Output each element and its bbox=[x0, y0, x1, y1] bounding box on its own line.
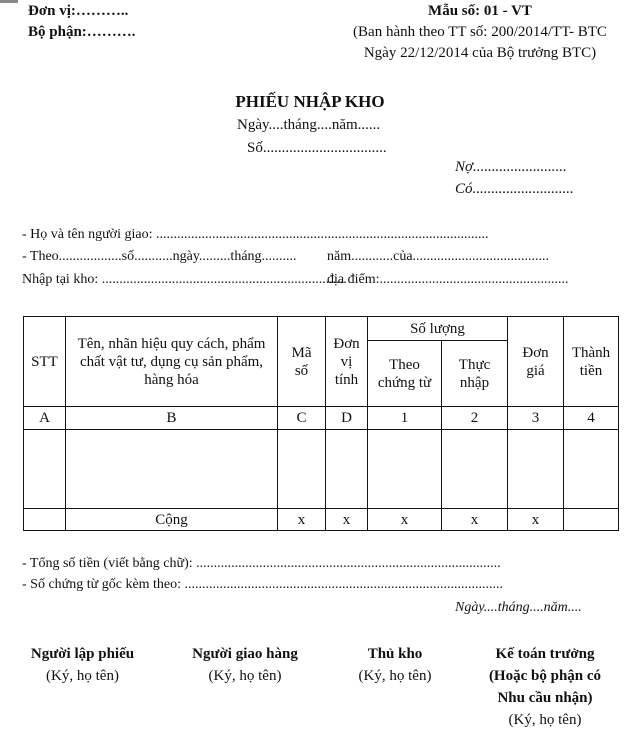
tong-so-tien-field: - Tổng số tiền (viết bằng chữ): ....................................................................................... bbox=[22, 556, 501, 571]
body-cell[interactable] bbox=[564, 430, 619, 509]
co-account: Có........................... bbox=[455, 181, 574, 197]
total-cell: x bbox=[442, 509, 508, 531]
signature-nguoi-giao-hang bbox=[180, 643, 310, 687]
total-cell bbox=[564, 509, 619, 531]
total-cell: x bbox=[326, 509, 368, 531]
body-cell[interactable] bbox=[508, 430, 564, 509]
signature-title: Người lập phiếu bbox=[30, 646, 135, 662]
body-cell[interactable] bbox=[368, 430, 442, 509]
header-thanh-tien: Thành tiền bbox=[564, 317, 619, 407]
table-row bbox=[24, 430, 619, 509]
header-ma-so: Mã số bbox=[278, 317, 326, 407]
header-ten: Tên, nhãn hiệu quy cách, phẩm chất vật tư, dụng cụ sản phẩm, hàng hóa bbox=[66, 317, 278, 407]
theo-field-cont: năm............của....................................... bbox=[327, 249, 550, 264]
body-cell[interactable] bbox=[278, 430, 326, 509]
nguoi-giao-field: - Họ và tên người giao: ............................................................................................... bbox=[22, 227, 489, 242]
code-cell: 4 bbox=[564, 407, 619, 430]
body-cell[interactable] bbox=[326, 430, 368, 509]
code-cell: 2 bbox=[442, 407, 508, 430]
body-cell[interactable] bbox=[24, 430, 66, 509]
header-don-vi-tinh: Đơn vị tính bbox=[326, 317, 368, 407]
items-table bbox=[23, 316, 619, 531]
ban-hanh-text: (Ban hành theo TT số: 200/2014/TT- BTC bbox=[353, 24, 607, 40]
signature-title: Người giao hàng bbox=[192, 646, 298, 662]
signature-sub: (Ký, họ tên) bbox=[46, 668, 119, 684]
bo-phan-label: Bộ phận:………. bbox=[28, 24, 136, 40]
signature-title-line3: Nhu cầu nhận) bbox=[497, 690, 593, 706]
date-line: Ngày....tháng....năm...... bbox=[237, 117, 381, 133]
code-cell: 3 bbox=[508, 407, 564, 430]
total-row bbox=[24, 509, 619, 531]
total-label: Cộng bbox=[66, 509, 278, 531]
nhap-tai-kho-field: Nhập tại kho: ...................................................................... bbox=[22, 272, 347, 287]
don-vi-label: Đơn vị:……….. bbox=[28, 3, 129, 19]
code-cell: A bbox=[24, 407, 66, 430]
signature-ke-toan-truong bbox=[470, 643, 620, 731]
header-stt: STT bbox=[24, 317, 66, 407]
total-cell: x bbox=[368, 509, 442, 531]
body-cell[interactable] bbox=[66, 430, 278, 509]
mau-so-label: Mẫu số: 01 - VT bbox=[428, 3, 532, 19]
header-so-luong: Số lượng bbox=[368, 317, 508, 341]
total-cell: x bbox=[508, 509, 564, 531]
code-cell: C bbox=[278, 407, 326, 430]
no-account: Nợ......................... bbox=[455, 159, 567, 175]
signature-sub: (Ký, họ tên) bbox=[208, 668, 282, 684]
total-cell: x bbox=[278, 509, 326, 531]
signature-nguoi-lap-phieu bbox=[20, 643, 145, 687]
window-corner-marker bbox=[0, 0, 18, 3]
code-cell: B bbox=[66, 407, 278, 430]
code-cell: D bbox=[326, 407, 368, 430]
signature-title: Thủ kho bbox=[367, 646, 423, 662]
code-row bbox=[24, 407, 619, 430]
so-chung-tu-field: - Số chứng từ gốc kèm theo: ........................................................................................... bbox=[22, 577, 504, 592]
so-line: Số................................. bbox=[247, 140, 387, 156]
code-cell: 1 bbox=[368, 407, 442, 430]
footer-date: Ngày....tháng....năm.... bbox=[455, 600, 582, 615]
body-cell[interactable] bbox=[442, 430, 508, 509]
header-theo-chung-tu: Theo chứng từ bbox=[368, 341, 442, 407]
signature-thu-kho bbox=[345, 643, 445, 687]
signature-title-line2: (Hoặc bộ phận có bbox=[488, 668, 602, 684]
header-don-gia: Đơn giá bbox=[508, 317, 564, 407]
signature-sub: (Ký, họ tên) bbox=[358, 668, 432, 684]
signature-title: Kế toán trưởng bbox=[495, 646, 595, 662]
total-cell bbox=[24, 509, 66, 531]
signature-sub: (Ký, họ tên) bbox=[508, 712, 582, 728]
ngay-ban-hanh-text: Ngày 22/12/2014 của Bộ trưởng BTC) bbox=[363, 45, 597, 61]
page-title: PHIẾU NHẬP KHO bbox=[235, 92, 385, 111]
header-thuc-nhap: Thực nhập bbox=[442, 341, 508, 407]
dia-diem-field: địa điểm:...................................................... bbox=[327, 272, 569, 287]
theo-field: - Theo..................số...........ngày.........tháng.......... bbox=[22, 249, 297, 264]
